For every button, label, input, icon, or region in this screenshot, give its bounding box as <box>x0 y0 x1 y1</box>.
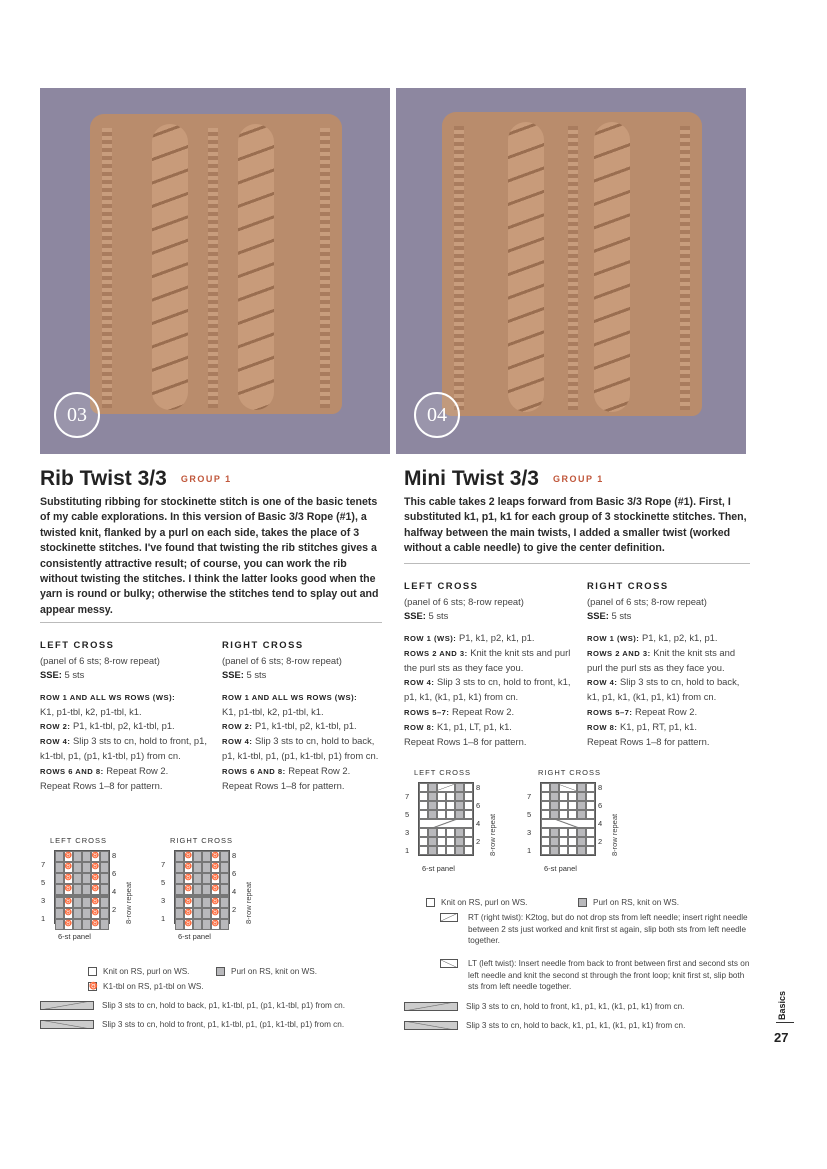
row-number: 4 <box>476 819 481 828</box>
pattern-title-text: Mini Twist 3/3 <box>404 467 539 490</box>
pattern-intro: Substituting ribbing for stockinette stitch is one of the basic tenets of my cable explorations. In this version of Basic 3/3 Rope (#1), a twisted knit, flanked by a purl on each side, takes the place of 3 stockinette stitches. I've found that twisting the rib stitches gives a consistently attractive result; of course, you can work the rib without twisting the stitches. I think the latter looks good when the yarn is round or bulky; otherwise the stitches tend to splay out and appear messy. <box>40 496 379 616</box>
edge-rib <box>320 128 330 408</box>
swatch-photo-mini-twist <box>396 88 746 454</box>
row-instruction: ROWS 5–7: Repeat Row 2. <box>587 705 698 717</box>
pattern-number-badge: 03 <box>54 392 100 438</box>
row-number: 3 <box>527 828 532 837</box>
right-twist-symbol-icon <box>440 913 458 922</box>
knit-symbol-icon <box>426 898 435 907</box>
legend-front-cross: Slip 3 sts to cn, hold to front, k1, p1, k1, (k1, p1, k1) from cn. <box>404 1001 684 1013</box>
repeat-instruction: Repeat Rows 1–8 for pattern. <box>40 779 163 791</box>
repeat-label: 8-row repeat <box>610 813 619 856</box>
center-rib <box>568 126 578 410</box>
panel-info: (panel of 6 sts; 8-row repeat) <box>40 655 160 667</box>
row-number: 1 <box>161 914 166 923</box>
row-number: 1 <box>405 846 410 855</box>
row-instruction: ROW 4: Slip 3 sts to cn, hold to front, p1, k1-tbl, p1, (p1, k1-tbl, p1) from cn. <box>40 735 207 762</box>
group-label: GROUP 1 <box>180 474 232 485</box>
row-instruction: ROWS 5–7: Repeat Row 2. <box>404 705 515 717</box>
row-instruction: ROW 2: P1, k1-tbl, p2, k1-tbl, p1. <box>222 720 357 732</box>
twisted-knit-symbol-icon: ♉ <box>89 983 98 991</box>
repeat-instruction: Repeat Rows 1–8 for pattern. <box>222 779 345 791</box>
chart-right-cross-rib <box>158 836 268 956</box>
chart-grid <box>540 782 596 856</box>
repeat-label: 8-row repeat <box>488 813 497 856</box>
section-heading: LEFT CROSS <box>40 639 115 650</box>
row-number: 2 <box>112 905 117 914</box>
legend-rt: RT (right twist): K2tog, but do not drop sts from left needle; insert right needle between 2 sts just worked and knit first st again, slip both sts from left needle together. <box>440 912 750 947</box>
legend-lt: LT (left twist): Insert needle from back to front between first and second sts on left needle and knit the second st through the front loop; knit first st, slip both sts from left needle together. <box>440 958 750 993</box>
swatch-photo-rib-twist <box>40 88 390 454</box>
sse-line: SSE: 5 sts <box>40 669 85 681</box>
chart-left-cross-rib <box>38 836 148 956</box>
row-instruction: ROW 8: K1, p1, LT, p1, k1. <box>404 720 512 732</box>
section-divider <box>776 1022 794 1023</box>
edge-rib <box>454 126 464 410</box>
row-instruction: ROW 1 AND ALL WS ROWS (WS): K1, p1-tbl, k2, p1-tbl, k1. <box>222 692 358 717</box>
repeat-instruction: Repeat Rows 1–8 for pattern. <box>587 736 710 748</box>
row-number: 5 <box>527 810 532 819</box>
legend-knit: Knit on RS, purl on WS. <box>426 897 527 909</box>
divider <box>40 622 382 623</box>
row-number: 5 <box>41 878 46 887</box>
row-number: 4 <box>598 819 603 828</box>
panel-info: (panel of 6 sts; 8-row repeat) <box>404 596 524 608</box>
cable-column <box>594 122 630 412</box>
row-number: 8 <box>598 783 603 792</box>
row-instruction: ROWS 6 AND 8: Repeat Row 2. <box>40 764 169 776</box>
section-label: Basics <box>777 990 787 1020</box>
edge-rib <box>102 128 112 408</box>
row-number: 1 <box>527 846 532 855</box>
row-number: 6 <box>232 869 237 878</box>
row-number: 8 <box>232 851 237 860</box>
row-number: 7 <box>527 792 532 801</box>
panel-info: (panel of 6 sts; 8-row repeat) <box>587 596 707 608</box>
section-heading: RIGHT CROSS <box>222 639 304 650</box>
right-cross-symbol-icon <box>404 1021 458 1030</box>
row-number: 2 <box>232 905 237 914</box>
row-number: 7 <box>161 860 166 869</box>
chart-label: RIGHT CROSS <box>538 768 601 777</box>
pattern-title-text: Rib Twist 3/3 <box>40 467 167 490</box>
row-number: 3 <box>161 896 166 905</box>
chart-legend-left <box>40 966 390 1036</box>
cable-column <box>508 122 544 412</box>
chart-legend-right <box>404 897 754 1037</box>
group-label: GROUP 1 <box>552 474 604 485</box>
row-instruction: ROW 2: P1, k1-tbl, p2, k1-tbl, p1. <box>40 720 175 732</box>
chart-label: RIGHT CROSS <box>170 836 233 845</box>
left-cross-symbol-icon <box>404 1002 458 1011</box>
repeat-label: 8-row repeat <box>124 881 133 924</box>
row-instruction: ROW 1 (WS): P1, k1, p2, k1, p1. <box>404 631 535 643</box>
row-number: 6 <box>112 869 117 878</box>
legend-back-cross: Slip 3 sts to cn, hold to back, p1, k1-tbl, p1, (p1, k1-tbl, p1) from cn. <box>40 1000 345 1012</box>
repeat-instruction: Repeat Rows 1–8 for pattern. <box>404 736 527 748</box>
sse-line: SSE: 5 sts <box>222 669 267 681</box>
row-number: 4 <box>112 887 117 896</box>
panel-label: 6-st panel <box>58 932 91 941</box>
section-heading: LEFT CROSS <box>404 580 479 591</box>
row-number: 7 <box>41 860 46 869</box>
center-rib <box>208 128 218 408</box>
chart-label: LEFT CROSS <box>414 768 471 777</box>
row-instruction: ROW 1 AND ALL WS ROWS (WS): K1, p1-tbl, k2, p1-tbl, k1. <box>40 692 176 717</box>
legend-back-cross: Slip 3 sts to cn, hold to back, k1, p1, k1, (k1, p1, k1) from cn. <box>404 1020 685 1032</box>
repeat-label: 8-row repeat <box>244 881 253 924</box>
row-number: 6 <box>598 801 603 810</box>
row-number: 3 <box>41 896 46 905</box>
pattern-number-badge: 04 <box>414 392 460 438</box>
row-number: 6 <box>476 801 481 810</box>
purl-symbol-icon <box>578 898 587 907</box>
sse-line: SSE: 5 sts <box>404 610 449 622</box>
row-instruction: ROWS 6 AND 8: Repeat Row 2. <box>222 764 351 776</box>
right-cross-instructions <box>222 638 384 793</box>
left-twist-symbol-icon <box>440 959 458 968</box>
row-instruction: ROW 1 (WS): P1, k1, p2, k1, p1. <box>587 631 718 643</box>
row-number: 8 <box>476 783 481 792</box>
row-instruction: ROW 8: K1, p1, RT, p1, k1. <box>587 720 697 732</box>
pattern-intro: This cable takes 2 leaps forward from Basic 3/3 Rope (#1). First, I substituted k1, p1, k1 for each group of 3 stockinette stitches. Then, halfway between the main twists, I added a smaller twist (worked without a cable needle) to give the center definition. <box>404 496 747 555</box>
section-heading: RIGHT CROSS <box>587 580 669 591</box>
legend-purl: Purl on RS, knit on WS. <box>578 897 679 909</box>
right-cross-symbol-icon <box>40 1001 94 1010</box>
panel-label: 6-st panel <box>422 864 455 873</box>
divider <box>404 563 750 564</box>
edge-rib <box>680 126 690 410</box>
row-number: 8 <box>112 851 117 860</box>
page-number: 27 <box>774 1030 789 1045</box>
chart-grid: ♉ ♉ ♉ ♉ ♉ ♉ ♉ ♉ ♉ ♉ ♉ ♉ ♉ ♉ <box>174 850 230 924</box>
knit-symbol-icon <box>88 967 97 976</box>
pattern-title <box>40 467 232 491</box>
purl-symbol-icon <box>216 967 225 976</box>
chart-label: LEFT CROSS <box>50 836 107 845</box>
chart-right-cross-mini <box>524 768 644 888</box>
cable-column <box>152 124 188 410</box>
row-number: 3 <box>405 828 410 837</box>
row-instruction: ROWS 2 AND 3: Knit the knit sts and purl the purl sts as they face you. <box>587 646 736 674</box>
row-number: 7 <box>405 792 410 801</box>
chart-grid <box>418 782 474 856</box>
row-instruction: ROWS 2 AND 3: Knit the knit sts and purl the purl sts as they face you. <box>404 646 571 674</box>
left-cross-symbol-icon <box>40 1020 94 1029</box>
row-number: 2 <box>476 837 481 846</box>
row-instruction: ROW 4: Slip 3 sts to cn, hold to back, k1, p1, k1, (k1, p1, k1) from cn. <box>587 676 740 703</box>
legend-front-cross: Slip 3 sts to cn, hold to front, p1, k1-tbl, p1, (p1, k1-tbl, p1) from cn. <box>40 1019 344 1031</box>
legend-purl: Purl on RS, knit on WS. <box>216 966 317 978</box>
right-cross-instructions <box>587 579 751 749</box>
row-number: 2 <box>598 837 603 846</box>
legend-knit: Knit on RS, purl on WS. <box>88 966 189 978</box>
row-instruction: ROW 4: Slip 3 sts to cn, hold to back, p1, k1-tbl, p1, (p1, k1-tbl, p1) from cn. <box>222 735 379 762</box>
row-number: 5 <box>161 878 166 887</box>
row-number: 5 <box>405 810 410 819</box>
chart-grid: ♉ ♉ ♉ ♉ ♉ ♉ ♉ ♉ ♉ ♉ ♉ ♉ ♉ ♉ <box>54 850 110 924</box>
cable-column <box>238 124 274 410</box>
left-cross-instructions <box>404 579 572 749</box>
row-number: 1 <box>41 914 46 923</box>
legend-tbl: ♉ K1-tbl on RS, p1-tbl on WS. <box>89 982 204 991</box>
chart-left-cross-mini <box>402 768 522 888</box>
panel-label: 6-st panel <box>544 864 577 873</box>
pattern-title <box>404 467 604 491</box>
panel-info: (panel of 6 sts; 8-row repeat) <box>222 655 342 667</box>
row-number: 4 <box>232 887 237 896</box>
panel-label: 6-st panel <box>178 932 211 941</box>
left-cross-instructions <box>40 638 210 793</box>
sse-line: SSE: 5 sts <box>587 610 632 622</box>
row-instruction: ROW 4: Slip 3 sts to cn, hold to front, k1, p1, k1, (k1, p1, k1) from cn. <box>404 676 571 703</box>
